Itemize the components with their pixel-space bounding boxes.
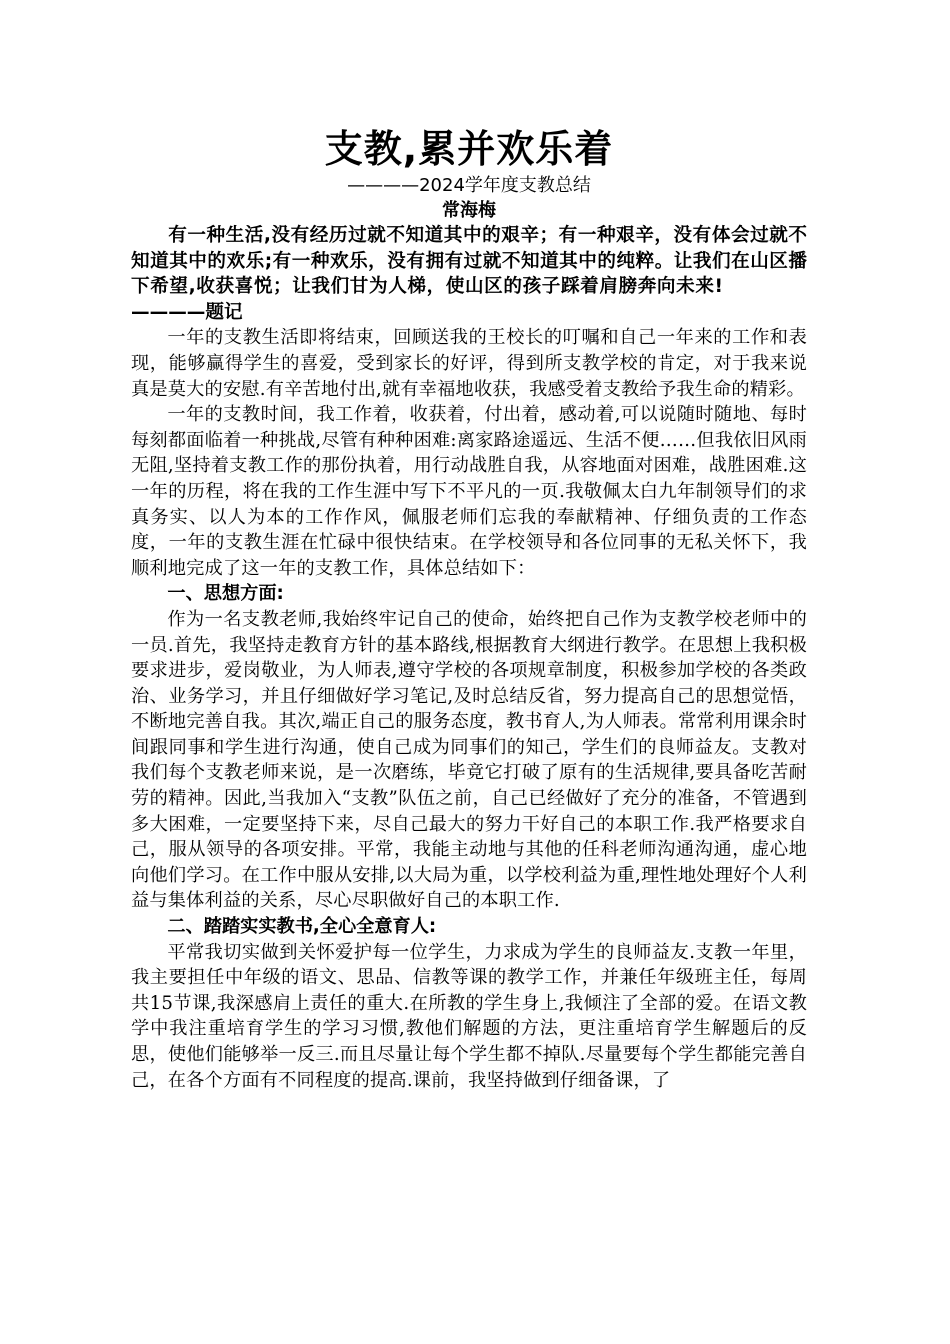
section-1-body: 作为一名支教老师,我始终牢记自己的使命，始终把自己作为支教学校老师中的一员.首先，我坚持走教育方针的基本路线,根据教育大纲进行教学。在思想上我积极要求进步，爱岗敬业，为人师表,遵守学校的各项规章制度，积极参加学校的各类政治、业务学习，并且仔细做好学习笔记,及时总结反省，努力提高自己的思想觉悟，不断地完善自我。其次,端正自己的服务态度，教书育人,为人师表。常常利用课余时间跟同事和学生进行沟通，使自己成为同事们的知己，学生们的良师益友。支教对我们每个支教老师来说，是一次磨练，毕竟它打破了原有的生活规律,要具备吃苦耐劳的精神。因此,当我加入“支教”队伍之前，自己已经做好了充分的准备，不管遇到多大困难，一定要坚持下来，尽自己最大的努力干好自己的本职工作.我严格要求自己，服从领导的各项安排。平常，我能主动地与其他的任科老师沟通沟通，虚心地向他们学习。在工作中服从安排,以大局为重，以学校利益为重,理性地处理好个人利益与集体利益的关系，尽心尽职做好自己的本职工作. — [131, 608, 807, 912]
intro-paragraph-1: 一年的支教生活即将结束，回顾送我的王校长的叮嘱和自己一年来的工作和表现，能够赢得学生的喜爱，受到家长的好评，得到所支教学校的肯定，对于我来说真是莫大的安慰.有辛苦地付出,就有幸福地收获，我感受着支教给予我生命的精彩。 — [131, 327, 807, 400]
document-page — [131, 124, 807, 1093]
epigraph-text: 有一种生活,没有经历过就不知道其中的艰辛；有一种艰辛，没有体会过就不知道其中的欢乐;有一种欢乐，没有拥有过就不知道其中的纯粹。让我们在山区播下希望,收获喜悦；让我们甘为人梯，使山区的孩子踩着肩膀奔向未来! — [131, 225, 807, 298]
author-name: 常海梅 — [442, 200, 496, 221]
section-2-heading: 二、踏踏实实教书,全心全意育人: — [167, 916, 437, 938]
section-2-body: 平常我切实做到关怀爱护每一位学生，力求成为学生的良师益友.支教一年里，我主要担任中年级的语文、思品、信教等课的教学工作，并兼任年级班主任，每周共15节课,我深感肩上责任的重大.在所教的学生身上,我倾注了全部的爱。在语文教学中我注重培育学生的学习习惯,教他们解题的方法，更注重培育学生解题后的反思，使他们能够举一反三.而且尽量让每个学生都不掉队.尽量要每个学生都能完善自己，在各个方面有不同程度的提高.课前，我坚持做到仔细备课，了 — [131, 941, 807, 1091]
epigraph — [131, 223, 807, 325]
intro-paragraph-2: 一年的支教时间，我工作着，收获着，付出着，感动着,可以说随时随地、每时每刻都面临着一种挑战,尽管有种种困难:离家路途遥远、生活不便……但我依旧风雨无阻,坚持着支教工作的那份执着，用行动战胜自我，从容地面对困难，战胜困难.这一年的历程，将在我的工作生涯中写下不平凡的一页.我敬佩太白九年制领导们的求真务实、以人为本的工作作风，佩服老师们忘我的奉献精神、仔细负责的工作态度，一年的支教生涯在忙碌中很快结束。在学校领导和各位同事的无私关怀下，我顺利地完成了这一年的支教工作，具体总结如下： — [131, 404, 807, 579]
document-title: 支教,累并欢乐着 — [324, 127, 614, 171]
epigraph-sign: ————题记 — [131, 301, 243, 323]
section-1-heading: 一、思想方面: — [167, 583, 284, 605]
document-subtitle: ————2024学年度支教总结 — [347, 175, 591, 196]
